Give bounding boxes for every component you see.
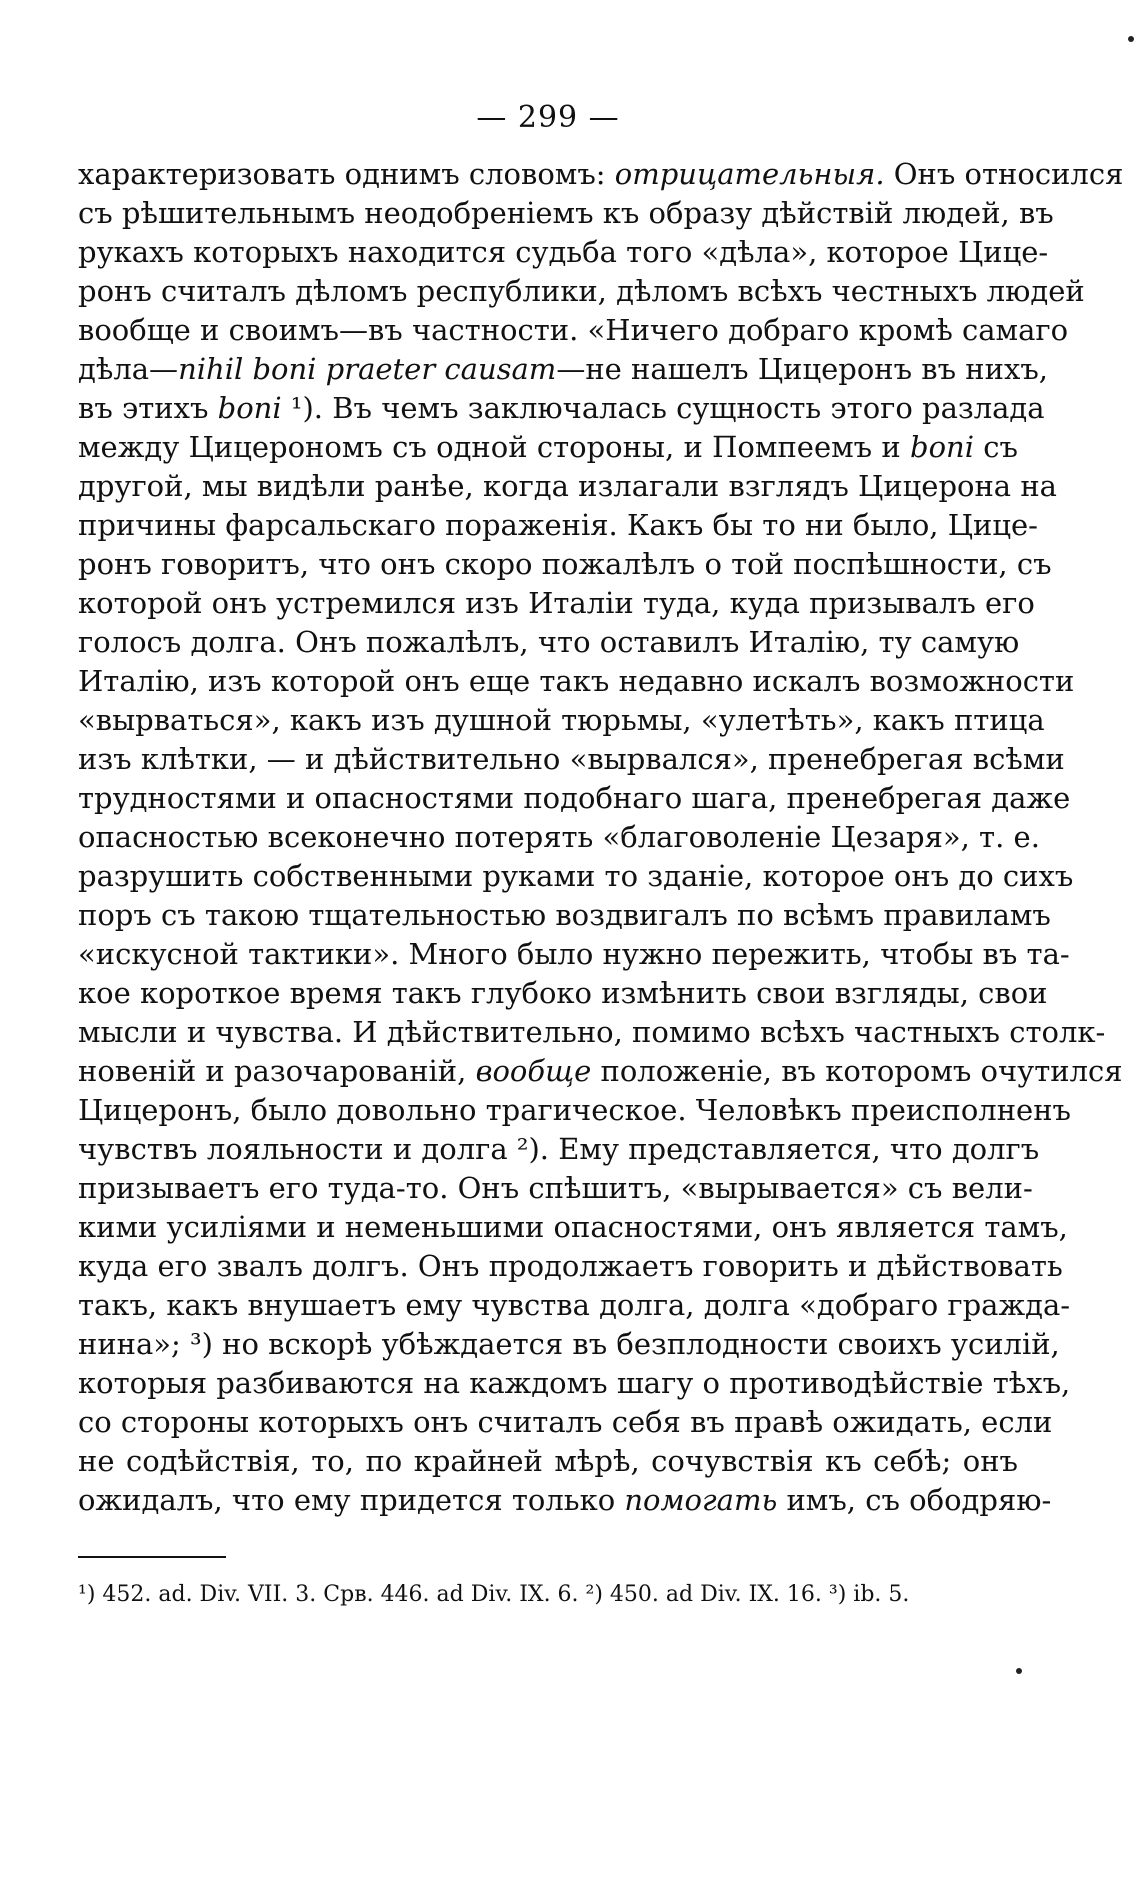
text-segment: трудностями и опасностями подобнаго шага, пренебрегая даже (78, 781, 1071, 815)
text-line (78, 350, 1048, 389)
text-line (78, 1130, 1040, 1169)
italic-text: boni (217, 391, 282, 425)
text-segment: дѣла— (78, 352, 179, 386)
text-segment: поръ съ такою тщательностью воздвигалъ по всѣмъ правиламъ (78, 898, 1051, 932)
text-segment: «искусной тактики». Много было нужно пережить, чтобы въ та- (78, 937, 1070, 971)
text-segment: Цицеронъ, было довольно трагическое. Человѣкъ преисполненъ (78, 1093, 1071, 1127)
text-segment: изъ клѣтки, — и дѣйствительно «вырвался», пренебрегая всѣми (78, 742, 1065, 776)
page (78, 100, 1124, 1610)
footnote-divider (78, 1556, 226, 1558)
text-line (78, 818, 1040, 857)
text-line (78, 467, 1057, 506)
text-line (78, 1364, 1071, 1403)
scan-speck (1128, 36, 1134, 42)
text-segment: съ рѣшительнымъ неодобреніемъ къ образу дѣйствій людей, въ (78, 196, 1054, 230)
text-segment: «вырваться», какъ изъ душной тюрьмы, «улетѣть», какъ птица (78, 703, 1045, 737)
text-line (78, 974, 1048, 1013)
text-line (78, 194, 1054, 233)
text-line (78, 389, 1045, 428)
body-text (78, 155, 1124, 1520)
text-line (78, 1247, 1063, 1286)
text-segment: въ этихъ (78, 391, 218, 425)
text-line (78, 1091, 1071, 1130)
text-segment: рукахъ которыхъ находится судьба того «дѣла», которое Цице- (78, 235, 1049, 269)
text-line (78, 740, 1065, 779)
text-segment: разрушить собственными руками то зданіе, которое онъ до сихъ (78, 859, 1074, 893)
text-segment: съ (974, 430, 1018, 464)
text-segment: ронъ говоритъ, что онъ скоро пожалѣлъ о той поспѣшности, съ (78, 547, 1052, 581)
text-line (78, 1442, 1018, 1481)
text-line (78, 662, 1075, 701)
text-line (78, 1169, 1033, 1208)
italic-text: nihil boni praeter causam (178, 352, 557, 386)
text-segment: которыя разбиваются на каждомъ шагу о противодѣйствіе тѣхъ, (78, 1366, 1071, 1400)
text-line (78, 1481, 1052, 1520)
text-line (78, 155, 1124, 194)
text-segment: ожидалъ, что ему придется только (78, 1483, 625, 1517)
text-line (78, 1013, 1106, 1052)
text-segment: нина»; ³) но вскорѣ убѣждается въ безплодности своихъ усилій, (78, 1327, 1060, 1361)
text-segment: не содѣйствія, то, по крайней мѣрѣ, сочувствія къ себѣ; онъ (78, 1444, 1018, 1478)
text-segment: призываетъ его туда-то. Онъ спѣшитъ, «вырывается» съ вели- (78, 1171, 1033, 1205)
text-line (78, 1325, 1060, 1364)
text-segment: вообще и своимъ—въ частности. «Ничего добраго кромѣ самаго (78, 313, 1069, 347)
text-line (78, 896, 1051, 935)
text-segment: характеризовать однимъ словомъ: (78, 157, 615, 191)
text-line (78, 1286, 1071, 1325)
text-segment: голосъ долга. Онъ пожалѣлъ, что оставилъ Италію, ту самую (78, 625, 1020, 659)
text-line (78, 272, 1085, 311)
text-line (78, 311, 1069, 350)
text-line (78, 1403, 1053, 1442)
text-segment: новеній и разочарованій, (78, 1054, 476, 1088)
text-segment: причины фарсальскаго пораженія. Какъ бы то ни было, Цице- (78, 508, 1038, 542)
text-line (78, 233, 1049, 272)
text-line (78, 623, 1018, 662)
text-segment: кими усиліями и неменьшими опасностями, онъ является тамъ, (78, 1210, 1068, 1244)
text-segment: положеніе, въ которомъ очутился (591, 1054, 1123, 1088)
footnote: ¹) 452. ad. Div. VII. 3. Срв. 446. ad Div. IX. 6. ²) 450. ad Div. IX. 16. ³) ib. 5. (78, 1582, 910, 1607)
italic-text: помогать (624, 1483, 778, 1517)
text-line (78, 701, 1045, 740)
text-segment: чувствъ лояльности и долга ²). Ему представляется, что долгъ (78, 1132, 1040, 1166)
italic-text: вообще (475, 1054, 592, 1088)
text-line (78, 935, 1070, 974)
text-line (78, 584, 1035, 623)
text-line (78, 545, 1052, 584)
text-segment: опасностью всеконечно потерять «благоволеніе Цезаря», т. е. (78, 820, 1040, 854)
text-segment: ронъ считалъ дѣломъ республики, дѣломъ всѣхъ честныхъ людей (78, 274, 1085, 308)
text-segment: ¹). Въ чемъ заключалась сущность этого разлада (281, 391, 1045, 425)
page-number: — 299 — (476, 100, 620, 135)
italic-text: отрицательныя. (614, 157, 885, 191)
text-line (78, 1052, 1123, 1091)
text-segment: мысли и чувства. И дѣйствительно, помимо всѣхъ частныхъ столк- (78, 1015, 1106, 1049)
scan-speck (1016, 1668, 1022, 1674)
text-segment: со стороны которыхъ онъ считалъ себя въ правѣ ожидать, если (78, 1405, 1053, 1439)
text-line (78, 506, 1038, 545)
text-segment: имъ, съ ободряю- (777, 1483, 1052, 1517)
text-line (78, 779, 1071, 818)
text-segment: Онъ относился (884, 157, 1124, 191)
text-line (78, 428, 1018, 467)
italic-text: boni (910, 430, 974, 464)
text-segment: Италію, изъ которой онъ еще такъ недавно искалъ возможности (78, 664, 1075, 698)
text-segment: такъ, какъ внушаетъ ему чувства долга, долга «добраго гражда- (78, 1288, 1071, 1322)
text-segment: —не нашелъ Цицеронъ въ нихъ, (556, 352, 1048, 386)
text-segment: куда его звалъ долгъ. Онъ продолжаетъ говорить и дѣйствовать (78, 1249, 1063, 1283)
text-segment: которой онъ устремился изъ Италіи туда, куда призывалъ его (78, 586, 1035, 620)
text-segment: другой, мы видѣли ранѣе, когда излагали взглядъ Цицерона на (78, 469, 1057, 503)
text-line (78, 857, 1074, 896)
text-segment: кое короткое время такъ глубоко измѣнить свои взгляды, свои (78, 976, 1048, 1010)
text-line (78, 1208, 1068, 1247)
text-segment: между Цицерономъ съ одной стороны, и Помпеемъ и (78, 430, 911, 464)
